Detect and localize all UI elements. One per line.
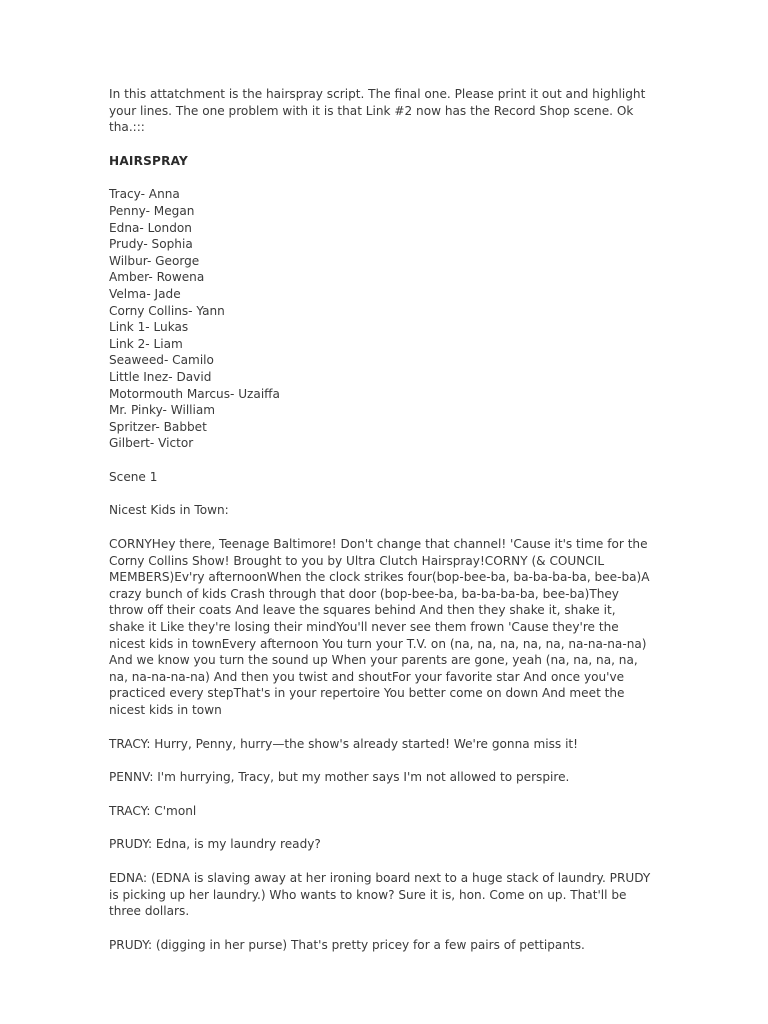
cast-item: Link 1- Lukas xyxy=(109,320,189,335)
document-page xyxy=(109,86,654,970)
cast-item: Motormouth Marcus- Uzaiffa xyxy=(109,386,280,401)
cast-item: Corny Collins- Yann xyxy=(109,303,225,318)
cast-item: Spritzer- Babbet xyxy=(109,419,207,434)
dialogue-line: PRUDY: (digging in her purse) That's pretty pricey for a few pairs of pettipants. xyxy=(109,937,585,952)
cast-list xyxy=(109,186,654,452)
intro-paragraph: In this attatchment is the hairspray script. The final one. Please print it out and highlight your lines. The one problem with it is that Link #2 now has the Record Shop scene. Ok tha.::: xyxy=(109,87,646,135)
cast-item: Tracy- Anna xyxy=(109,187,180,202)
cast-item: Amber- Rowena xyxy=(109,270,205,285)
cast-item: Velma- Jade xyxy=(109,286,181,301)
cast-item: Edna- London xyxy=(109,220,192,235)
dialogue-line: TRACY: Hurry, Penny, hurry—the show's already started! We're gonna miss it! xyxy=(109,736,579,751)
cast-item: Wilbur- George xyxy=(109,253,200,268)
dialogue-line: TRACY: C'monl xyxy=(109,803,197,818)
song-title: Nicest Kids in Town: xyxy=(109,503,229,518)
dialogue-line: PRUDY: Edna, is my laundry ready? xyxy=(109,837,321,852)
cast-item: Little Inez- David xyxy=(109,369,212,384)
script-title: HAIRSPRAY xyxy=(109,153,188,168)
cast-item: Link 2- Liam xyxy=(109,336,183,351)
dialogue-line: PENNV: I'm hurrying, Tracy, but my mother says I'm not allowed to perspire. xyxy=(109,770,570,785)
scene-heading: Scene 1 xyxy=(109,469,158,484)
dialogue-line: EDNA: (EDNA is slaving away at her ironing board next to a huge stack of laundry. PRUDY is picking up her laundry.) Who wants to know? Sure it is, hon. Come on up. That'll be three dollars. xyxy=(109,870,651,919)
cast-item: Penny- Megan xyxy=(109,203,195,218)
cast-item: Seaweed- Camilo xyxy=(109,353,214,368)
cast-item: Mr. Pinky- William xyxy=(109,403,216,418)
cast-item: Gilbert- Victor xyxy=(109,436,194,451)
lyrics-paragraph: CORNYHey there, Teenage Baltimore! Don't change that channel! 'Cause it's time for the Corny Collins Show! Brought to you by Ultra Clutch Hairspray!CORNY (& COUNCIL MEMBERS)Ev'ry afternoonWhen the clock strikes four(bop-bee-ba, ba-ba-ba-ba, bee-ba)A crazy bunch of kids Crash through that door (bop-bee-ba, ba-ba-ba-ba, bee-ba)They throw off their coats And leave the squares behind And then they shake it, shake it, shake it Like they're losing their mindYou'll never see them frown 'Cause they're the nicest kids in townEvery afternoon You turn your T.V. on (na, na, na, na, na, na-na-na-na) And we know you turn the sound up When your parents are gone, yeah (na, na, na, na, na, na-na-na-na) And then you twist and shoutFor your favorite star And once you've practiced every stepThat's in your repertoire You better come on down And meet the nicest kids in town xyxy=(109,537,650,717)
cast-item: Prudy- Sophia xyxy=(109,237,193,252)
